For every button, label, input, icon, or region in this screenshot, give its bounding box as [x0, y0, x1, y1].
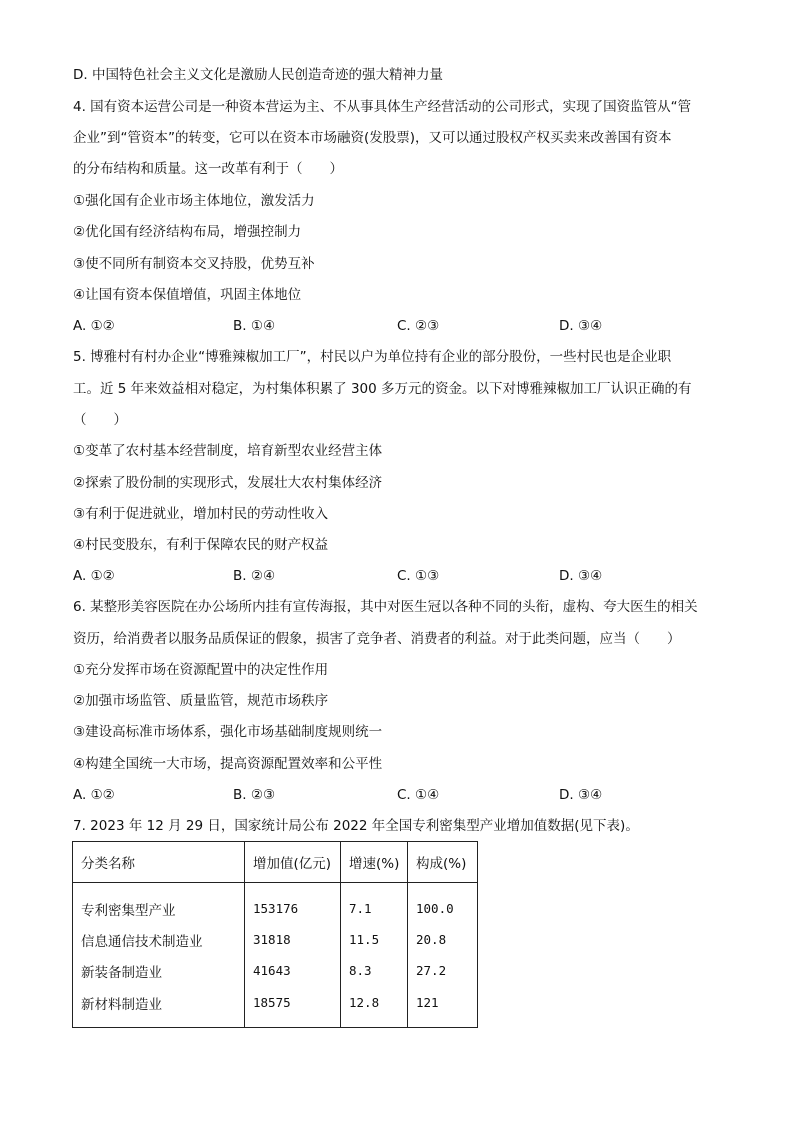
q6-statement-3: ③建设高标准市场体系，强化市场基础制度规则统一	[73, 724, 383, 740]
q6-option-b[interactable]: B. ②③	[233, 787, 276, 803]
q4-options	[73, 317, 723, 335]
table-cell: 100.0	[408, 883, 478, 925]
q7-stem: 7. 2023 年 12 月 29 日，国家统计局公布 2022 年全国专利密集型产业增加值数据(见下表)。	[73, 818, 639, 834]
q4-statement-1: ①强化国有企业市场主体地位，激发活力	[73, 193, 315, 209]
q5-statement-2: ②探索了股份制的实现形式，发展壮大农村集体经济	[73, 475, 383, 491]
q6-statement-2: ②加强市场监管、质量监管，规范市场秩序	[73, 693, 329, 709]
q4-option-b[interactable]: B. ①④	[233, 318, 276, 334]
table-row	[73, 924, 478, 955]
q6-stem-line: 6. 某整形美容医院在办公场所内挂有宣传海报，其中对医生冠以各种不同的头衔，虚构、夸大医生的相关	[73, 599, 698, 615]
table-cell: 153176	[245, 883, 341, 925]
q6-option-a[interactable]: A. ①②	[73, 787, 115, 803]
q5-statement-3: ③有利于促进就业，增加村民的劳动性收入	[73, 506, 329, 522]
table-cell: 专利密集型产业	[73, 883, 245, 925]
q4-option-d[interactable]: D. ③④	[559, 318, 603, 334]
q6-statement-4: ④构建全国统一大市场，提高资源配置效率和公平性	[73, 756, 383, 772]
q5-option-c[interactable]: C. ①③	[397, 568, 440, 584]
q4-option-a[interactable]: A. ①②	[73, 318, 115, 334]
q6-stem-line: 资历，给消费者以服务品质保证的假象，损害了竞争者、消费者的利益。对于此类问题，应当（ ）	[73, 631, 681, 647]
table-cell: 11.5	[341, 924, 408, 955]
q4-statement-2: ②优化国有经济结构布局，增强控制力	[73, 224, 302, 240]
q6-option-c[interactable]: C. ①④	[397, 787, 440, 803]
table-cell: 信息通信技术制造业	[73, 924, 245, 955]
table-cell: 121	[408, 986, 478, 1028]
table-row	[73, 883, 478, 925]
table-cell: 新材料制造业	[73, 986, 245, 1028]
q5-option-d[interactable]: D. ③④	[559, 568, 603, 584]
q4-stem-line: 的分布结构和质量。这一改革有利于（ ）	[73, 161, 343, 177]
q5-options	[73, 567, 723, 585]
q3-option-d: D. 中国特色社会主义文化是激励人民创造奇迹的强大精神力量	[73, 67, 443, 83]
table-cell: 7.1	[341, 883, 408, 925]
q5-statement-4: ④村民变股东，有利于保障农民的财产权益	[73, 537, 329, 553]
table-row	[73, 986, 478, 1028]
table-cell: 31818	[245, 924, 341, 955]
table-cell: 20.8	[408, 924, 478, 955]
table-cell: 27.2	[408, 955, 478, 986]
q5-stem-line: 工。近 5 年来效益相对稳定，为村集体积累了 300 多万元的资金。以下对博雅辣椒加工厂认识正确的有	[73, 381, 692, 397]
q5-stem-line: 5. 博雅村有村办企业“博雅辣椒加工厂”，村民以户为单位持有企业的部分股份，一些村民也是企业职	[73, 349, 672, 365]
q4-statement-3: ③使不同所有制资本交叉持股，优势互补	[73, 256, 315, 272]
q5-option-b[interactable]: B. ②④	[233, 568, 276, 584]
q5-option-a[interactable]: A. ①②	[73, 568, 115, 584]
patent-industry-table	[72, 841, 478, 1028]
table-header-cell: 增加值(亿元)	[245, 842, 341, 883]
table-cell: 18575	[245, 986, 341, 1028]
table-cell: 12.8	[341, 986, 408, 1028]
q4-stem-line: 4. 国有资本运营公司是一种资本营运为主、不从事具体生产经营活动的公司形式，实现了国资监管从“管	[73, 99, 692, 115]
q5-statement-1: ①变革了农村基本经营制度，培育新型农业经营主体	[73, 443, 383, 459]
q6-options	[73, 786, 723, 804]
q4-option-c[interactable]: C. ②③	[397, 318, 440, 334]
q6-option-d[interactable]: D. ③④	[559, 787, 603, 803]
table-cell: 8.3	[341, 955, 408, 986]
q4-statement-4: ④让国有资本保值增值，巩固主体地位	[73, 287, 302, 303]
table-header-cell: 增速(%)	[341, 842, 408, 883]
table-header-row	[73, 842, 478, 883]
q4-stem-line: 企业”到“管资本”的转变，它可以在资本市场融资(发股票)，又可以通过股权产权买卖来改善国有资本	[73, 130, 672, 146]
table-header-cell: 构成(%)	[408, 842, 478, 883]
table-header-cell: 分类名称	[73, 842, 245, 883]
q5-stem-line: （ ）	[73, 412, 127, 428]
table-row	[73, 955, 478, 986]
q6-statement-1: ①充分发挥市场在资源配置中的决定性作用	[73, 662, 329, 678]
table-cell: 41643	[245, 955, 341, 986]
table-cell: 新装备制造业	[73, 955, 245, 986]
